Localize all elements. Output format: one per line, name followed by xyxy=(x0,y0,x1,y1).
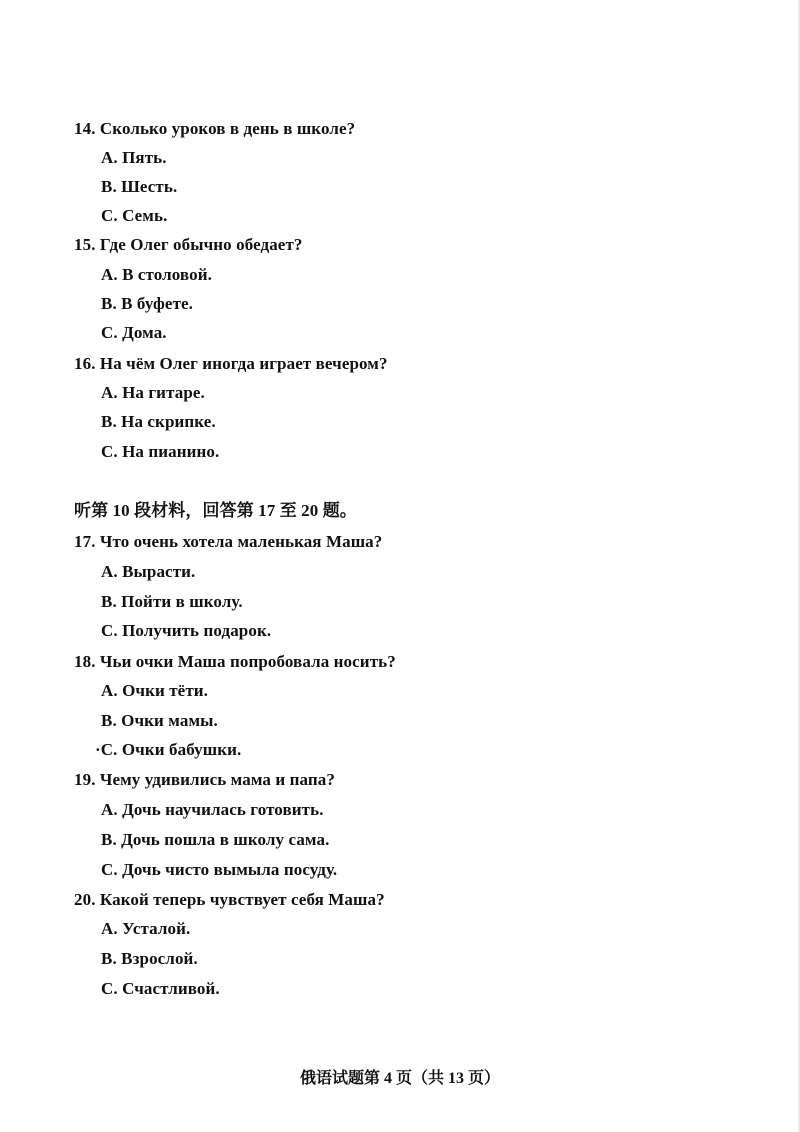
question-16: 16. На чём Олег иногда играет вечером? xyxy=(74,354,388,373)
q15-option-a: A. В столовой. xyxy=(101,265,212,284)
section-instruction: 听第 10 段材料，回答第 17 至 20 题。 xyxy=(74,501,357,520)
q20-option-c: C. Счастливой. xyxy=(101,979,220,998)
question-15: 15. Где Олег обычно обедает? xyxy=(74,235,303,254)
q16-option-b: B. На скрипке. xyxy=(101,412,216,431)
question-19: 19. Чему удивились мама и папа? xyxy=(74,770,335,789)
q16-option-c: C. На пианино. xyxy=(101,442,220,461)
q19-option-c: C. Дочь чисто вымыла посуду. xyxy=(101,860,338,879)
q19-option-a: A. Дочь научилась готовить. xyxy=(101,800,324,819)
q14-option-b: B. Шесть. xyxy=(101,177,178,196)
question-18: 18. Чьи очки Маша попробовала носить? xyxy=(74,652,396,671)
question-20: 20. Какой теперь чувствует себя Маша? xyxy=(74,890,385,909)
q18-option-b: B. Очки мамы. xyxy=(101,711,218,730)
q18-option-a: A. Очки тёти. xyxy=(101,681,209,700)
q17-option-a: A. Вырасти. xyxy=(101,562,196,581)
q15-option-c: C. Дома. xyxy=(101,323,167,342)
q14-option-c: C. Семь. xyxy=(101,206,168,225)
q20-option-b: B. Взрослой. xyxy=(101,949,198,968)
q16-option-a: A. На гитаре. xyxy=(101,383,205,402)
q20-option-a: A. Усталой. xyxy=(101,919,191,938)
q18-option-c: ·C. Очки бабушки. xyxy=(95,740,242,759)
q17-option-c: C. Получить подарок. xyxy=(101,621,272,640)
q19-option-b: B. Дочь пошла в школу сама. xyxy=(101,830,330,849)
question-17: 17. Что очень хотела маленькая Маша? xyxy=(74,532,383,551)
question-14: 14. Сколько уроков в день в школе? xyxy=(74,119,356,138)
page-footer: 俄语试题第 4 页（共 13 页） xyxy=(299,1070,500,1087)
q17-option-b: B. Пойти в школу. xyxy=(101,592,243,611)
q15-option-b: B. В буфете. xyxy=(101,294,194,313)
q14-option-a: A. Пять. xyxy=(101,148,167,167)
